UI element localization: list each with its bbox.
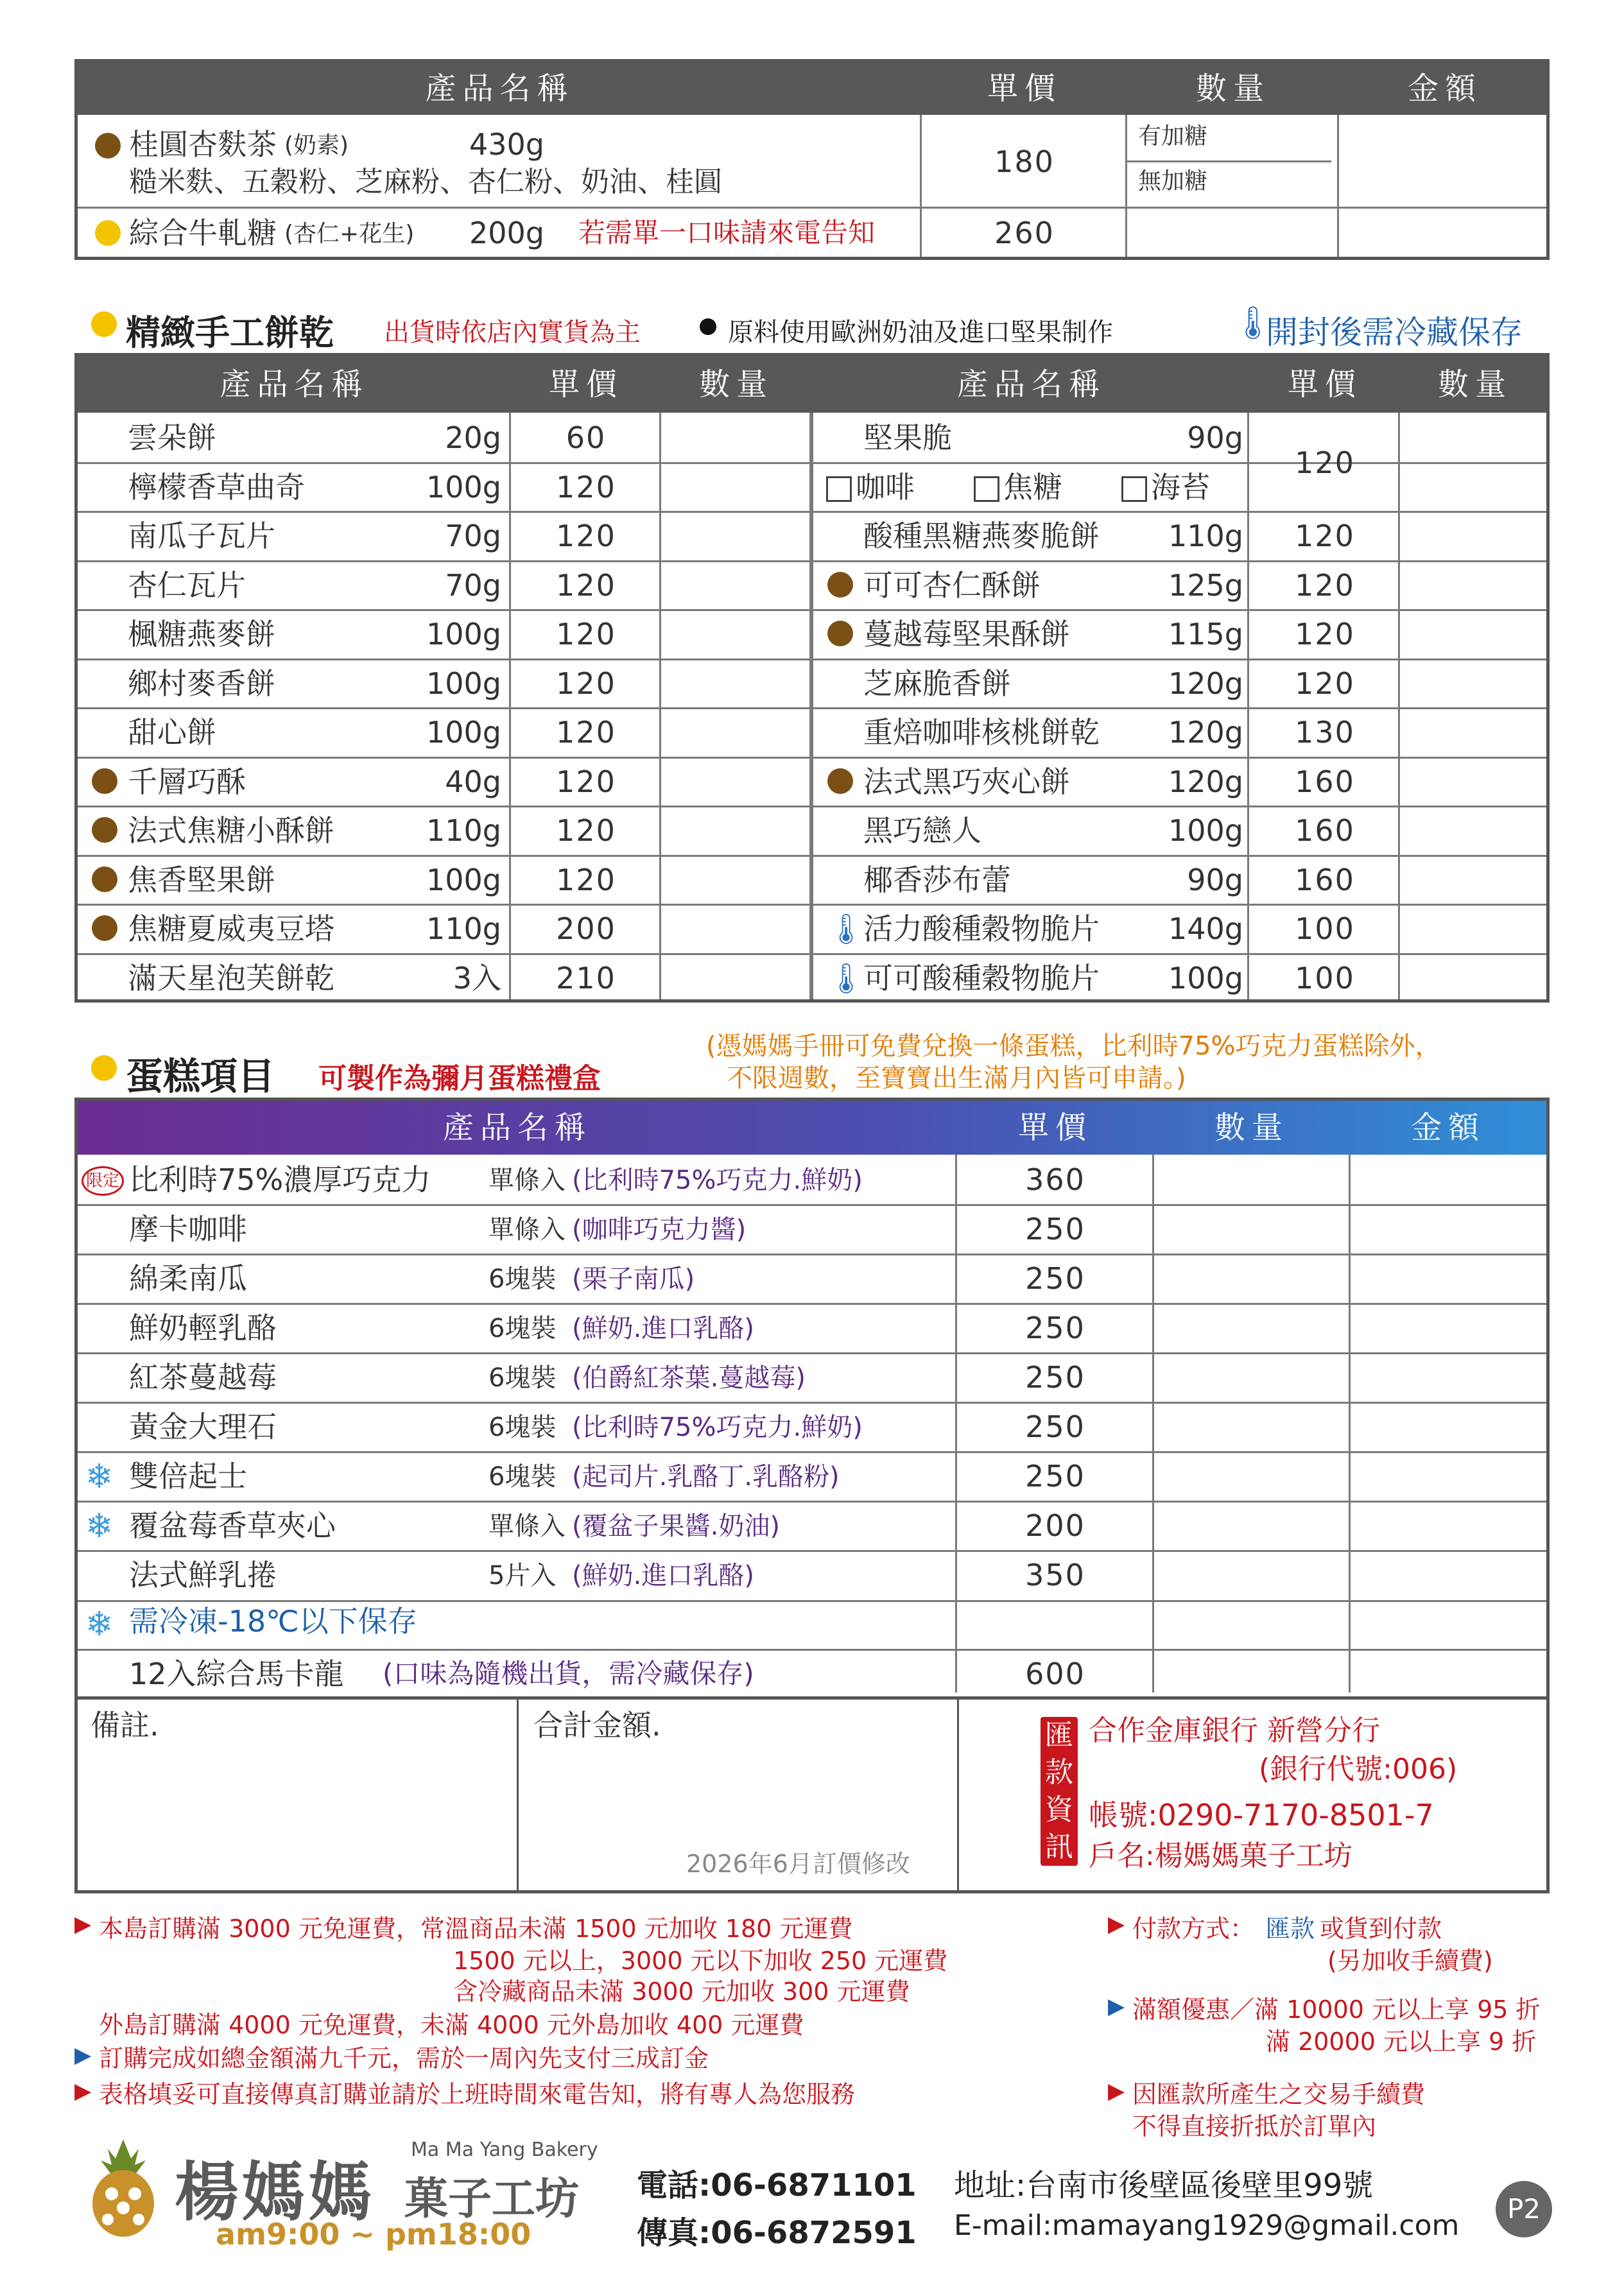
arrow-right-icon: ▶ — [1108, 1994, 1125, 2019]
header-product: 產品名稱 — [442, 1110, 592, 1146]
header-price: 單價 — [1017, 1110, 1093, 1146]
cookie-name: 楓糖燕麥餅 — [128, 617, 275, 651]
brown-dot-icon — [92, 866, 117, 892]
arrow-right-icon: ▶ — [74, 2042, 92, 2068]
table1-header — [78, 62, 1546, 115]
yellow-dot-icon — [91, 311, 117, 337]
product-remark: 若需單一口味請來電告知 — [578, 217, 876, 248]
cake-name: 比利時75%濃厚巧克力 — [129, 1162, 431, 1197]
cake-unit: 6塊裝 — [488, 1314, 557, 1343]
fridge-note: 開封後需冷藏保存 — [1266, 314, 1523, 351]
cookie-name: 鄉村麥香餅 — [128, 666, 275, 701]
cookie-weight: 100g — [426, 862, 501, 897]
cookie-weight: 40g — [445, 764, 501, 799]
cookie-name: 滿天星泡芙餅乾 — [128, 960, 334, 995]
header-product: 產品名稱 — [220, 366, 369, 402]
snowflake-icon: ❄ — [85, 1605, 114, 1644]
cookie-name: 焦香堅果餅 — [128, 862, 275, 897]
brand-english: Ma Ma Yang Bakery — [411, 2139, 598, 2161]
header-product-right: 產品名稱 — [956, 366, 1106, 402]
cake-unit: 6塊裝 — [488, 1264, 557, 1294]
cakes-promo-line1: (憑媽媽手冊可免費兌換一條蛋糕，比利時75%巧克力蛋糕除外， — [706, 1031, 1441, 1061]
cookie-name: 蔓越莓堅果酥餅 — [863, 617, 1070, 651]
brown-dot-icon — [827, 572, 853, 598]
option-sugar[interactable]: 有加糖 — [1138, 123, 1208, 150]
bank-holder: 戶名:楊媽媽菓子工坊 — [1089, 1839, 1352, 1872]
cookie-weight: 70g — [445, 567, 501, 603]
cookie-weight: 120g — [1168, 715, 1243, 750]
cakes-note: 可製作為彌月蛋糕禮盒 — [318, 1062, 601, 1095]
cookie-price: 120 — [556, 862, 616, 897]
fax-number: 傳真:06-6872591 — [637, 2215, 917, 2251]
cake-price: 250 — [1025, 1409, 1085, 1444]
product-price: 180 — [994, 144, 1055, 179]
bank-code: (銀行代號:006) — [1259, 1753, 1458, 1786]
product-note: (杏仁+花生) — [284, 221, 415, 247]
cake-price: 250 — [1025, 1261, 1085, 1296]
cookie-weight: 3入 — [453, 960, 501, 995]
cookie-name: 黑巧戀人 — [863, 813, 981, 848]
checkbox-icon[interactable] — [974, 476, 999, 502]
fee-line2: 不得直接折抵於訂單內 — [1132, 2112, 1377, 2141]
cake-price: 250 — [1025, 1311, 1085, 1345]
cookie-weight: 120g — [1168, 764, 1243, 799]
cake-price: 200 — [1025, 1508, 1085, 1543]
cake-name: 摩卡咖啡 — [129, 1212, 247, 1246]
cakes-table — [74, 1098, 1550, 1893]
thermometer-icon: 🌡 — [1232, 304, 1274, 341]
opening-hours: am9:00 ~ pm18:00 — [216, 2217, 531, 2252]
cookie-price: 130 — [1295, 715, 1355, 750]
cake-price: 250 — [1025, 1459, 1085, 1494]
macaron-name: 12入綜合馬卡龍 — [129, 1657, 344, 1691]
cookies-header — [78, 356, 1546, 413]
cake-unit: 6塊裝 — [488, 1462, 557, 1492]
cookie-name: 甜心餅 — [128, 715, 216, 750]
cake-price: 250 — [1025, 1360, 1085, 1395]
cookie-price: 120 — [556, 519, 616, 553]
frozen-label: 需冷凍-18℃以下保存 — [129, 1604, 417, 1639]
cookie-weight: 100g — [426, 469, 501, 504]
cookie-price: 120 — [556, 764, 616, 799]
cookie-name: 千層巧酥 — [128, 764, 246, 799]
header-qty-right: 數量 — [1437, 366, 1512, 402]
pay-fee: (另加收手續費) — [1327, 1947, 1493, 1975]
cookie-price: 100 — [1295, 911, 1355, 946]
total-label: 合計金額. — [533, 1708, 661, 1743]
pineapple-logo-icon — [85, 2136, 162, 2239]
cookie-weight: 90g — [1187, 420, 1243, 455]
cake-name: 覆盆莓香草夾心 — [129, 1508, 336, 1543]
header-price: 單價 — [987, 71, 1062, 107]
cakes-header — [78, 1101, 1546, 1155]
cake-detail: (起司片.乳酪丁.乳酪粉) — [572, 1462, 840, 1492]
bank-name: 合作金庫銀行 新營分行 — [1089, 1714, 1380, 1747]
cake-detail: (栗子南瓜) — [572, 1264, 695, 1294]
cake-unit: 單條入 — [488, 1512, 566, 1541]
cookie-price: 210 — [556, 960, 616, 995]
nut-option-1[interactable]: 焦糖 — [974, 472, 1062, 503]
cookie-name: 芝麻脆香餅 — [863, 666, 1011, 701]
cake-detail: (鮮奶.進口乳酪) — [572, 1561, 754, 1590]
cakes-promo-line2: 不限週數，至寶寶出生滿月內皆可申請。) — [727, 1064, 1186, 1093]
cake-detail: (伯爵紅茶葉.蔓越莓) — [572, 1363, 806, 1393]
cake-detail: (覆盆子果醬.奶油) — [572, 1512, 780, 1541]
shipping-line3: 含冷藏商品未滿 3000 元加收 300 元運費 — [453, 1977, 910, 2006]
discount-line2: 滿 20000 元以上享 9 折 — [1266, 2028, 1537, 2056]
header-qty: 數量 — [1214, 1110, 1289, 1146]
cake-price: 350 — [1025, 1558, 1085, 1592]
product-note: (奶素) — [284, 132, 349, 159]
brown-dot-icon — [827, 768, 853, 794]
cake-detail: (比利時75%巧克力.鮮奶) — [572, 1166, 863, 1195]
bank-info-tag: 匯 款 資 訊 — [1041, 1717, 1078, 1866]
brown-dot-icon — [92, 915, 117, 941]
yellow-dot-icon — [91, 1055, 117, 1081]
email: E-mail:mamayang1929@gmail.com — [954, 2209, 1460, 2242]
cookie-name: 雲朵餅 — [128, 420, 216, 455]
cookie-weight: 100g — [426, 715, 501, 750]
cake-unit: 5片入 — [488, 1561, 557, 1590]
cookie-price: 120 — [556, 813, 616, 848]
cake-detail: (鮮奶.進口乳酪) — [572, 1314, 754, 1343]
cookie-name: 焦糖夏威夷豆塔 — [128, 911, 334, 946]
cake-name: 紅茶蔓越莓 — [129, 1360, 277, 1395]
yellow-dot-icon — [95, 220, 121, 246]
header-product: 產品名稱 — [425, 71, 574, 107]
cookie-name: 堅果脆 — [863, 420, 952, 455]
cookies-note2: 原料使用歐洲奶油及進口堅果制作 — [728, 318, 1113, 347]
cookies-table — [74, 353, 1550, 1003]
fee-line1: 因匯款所產生之交易手續費 — [1132, 2080, 1426, 2108]
product-ingredients: 糙米麩、五穀粉、芝麻粉、杏仁粉、奶油、桂圓 — [129, 166, 722, 198]
cookie-weight: 90g — [1187, 862, 1243, 897]
cookie-weight: 70g — [445, 519, 501, 553]
cookie-name: 南瓜子瓦片 — [128, 519, 275, 553]
header-amount: 金額 — [1410, 1110, 1485, 1146]
cookie-price: 120 — [1295, 567, 1355, 603]
cookie-weight: 110g — [1168, 519, 1243, 553]
cookie-price: 200 — [556, 911, 616, 946]
cake-detail: (咖啡巧克力醬) — [572, 1215, 747, 1245]
black-dot-icon — [700, 318, 716, 335]
cakes-title: 蛋糕項目 — [126, 1055, 275, 1098]
cookie-name: 檸檬香草曲奇 — [128, 469, 305, 504]
limited-badge: 限定 — [82, 1166, 124, 1196]
remark-label: 備註. — [91, 1708, 159, 1743]
brand-name: 楊媽媽 — [175, 2155, 375, 2230]
cookie-price: 100 — [1295, 960, 1355, 995]
cookie-price: 120 — [556, 666, 616, 701]
brown-dot-icon — [95, 133, 121, 159]
product-price: 260 — [994, 216, 1055, 250]
cookie-name: 重焙咖啡核桃餅乾 — [863, 715, 1100, 750]
discount-line1: 滿額優惠／滿 10000 元以上享 95 折 — [1132, 1995, 1541, 2024]
arrow-right-icon: ▶ — [74, 1911, 92, 1937]
cookie-price: 120 — [556, 567, 616, 603]
cookie-price: 120 — [556, 715, 616, 750]
product-weight: 430g — [469, 127, 544, 162]
cookie-price: 120 — [556, 469, 616, 504]
deposit-note: 訂購完成如總金額滿九千元，需於一周內先支付三成訂金 — [99, 2044, 709, 2072]
cookie-weight: 100g — [1168, 813, 1243, 848]
cake-name: 鮮奶輕乳酪 — [129, 1311, 277, 1345]
pay-transfer: 匯款 — [1266, 1915, 1315, 1943]
cookie-name: 可可杏仁酥餅 — [863, 567, 1041, 603]
cookie-price: 120 — [1295, 666, 1355, 701]
cake-price: 360 — [1025, 1162, 1085, 1197]
pay-label: 付款方式： — [1132, 1915, 1255, 1943]
fax-note: 表格填妥可直接傳真訂購並請於上班時間來電告知，將有專人為您服務 — [99, 2080, 856, 2108]
cookie-weight: 110g — [426, 813, 501, 848]
cookie-weight: 20g — [445, 420, 501, 455]
shipping-line1: 本島訂購滿 3000 元免運費，常溫商品未滿 1500 元加收 180 元運費 — [99, 1915, 853, 1943]
header-qty: 數量 — [698, 366, 773, 402]
snowflake-icon: ❄ — [85, 1507, 114, 1546]
cookies-note: 出貨時依店內實貨為主 — [384, 318, 641, 347]
cake-unit: 6塊裝 — [488, 1363, 557, 1393]
header-qty: 數量 — [1195, 71, 1270, 107]
checkbox-icon[interactable] — [1121, 476, 1147, 502]
cake-name: 黃金大理石 — [129, 1409, 277, 1444]
header-amount: 金額 — [1407, 71, 1482, 107]
cookie-name: 椰香莎布蕾 — [863, 862, 1011, 897]
cookie-name: 活力酸種穀物脆片 — [863, 911, 1100, 946]
shipping-line4: 外島訂購滿 4000 元免運費，未滿 4000 元外島加收 400 元運費 — [99, 2011, 804, 2039]
cookie-name: 杏仁瓦片 — [128, 567, 246, 603]
page-number-badge: P2 — [1496, 2181, 1552, 2237]
total-amount-field[interactable] — [527, 1749, 944, 1826]
product-weight: 200g — [469, 216, 544, 250]
bank-account: 帳號:0290-7170-8501-7 — [1089, 1798, 1434, 1832]
arrow-right-icon: ▶ — [1108, 1911, 1125, 1937]
cake-name: 綿柔南瓜 — [129, 1261, 247, 1296]
cookie-weight: 125g — [1168, 567, 1243, 603]
cookie-price: 160 — [1295, 862, 1355, 897]
remark-field[interactable] — [84, 1749, 508, 1884]
cake-name: 法式鮮乳捲 — [129, 1558, 277, 1592]
cake-unit: 單條入 — [488, 1166, 566, 1195]
cookie-price: 120 — [1295, 519, 1355, 553]
cookie-weight: 120g — [1168, 666, 1243, 701]
brand-subtitle: 菓子工坊 — [404, 2174, 580, 2225]
cookie-name: 酸種黑糖燕麥脆餅 — [863, 519, 1100, 553]
cookie-name: 可可酸種穀物脆片 — [863, 960, 1100, 995]
cookie-name: 法式黑巧夾心餅 — [863, 764, 1070, 799]
cake-unit: 6塊裝 — [488, 1413, 557, 1442]
cookie-price: 160 — [1295, 764, 1355, 799]
revision-note: 2026年6月訂價修改 — [686, 1850, 910, 1878]
cookie-weight: 115g — [1168, 617, 1243, 651]
cookie-weight: 110g — [426, 911, 501, 946]
cookie-weight: 100g — [426, 617, 501, 651]
cake-unit: 單條入 — [488, 1215, 566, 1245]
brown-dot-icon — [92, 817, 117, 843]
address: 地址:台南市後壁區後壁里99號 — [954, 2167, 1374, 2203]
cookie-weight: 100g — [1168, 960, 1243, 995]
cake-detail: (比利時75%巧克力.鮮奶) — [572, 1413, 863, 1442]
macaron-price: 600 — [1025, 1657, 1085, 1691]
cookies-title: 精緻手工餅乾 — [126, 313, 334, 353]
snowflake-icon: ❄ — [85, 1458, 114, 1496]
cookie-weight: 100g — [426, 666, 501, 701]
arrow-right-icon: ▶ — [74, 2078, 92, 2104]
product-name: 桂圓杏麩茶 — [129, 127, 277, 162]
checkbox-icon[interactable] — [826, 476, 852, 502]
thermometer-icon: 🌡 — [827, 911, 865, 946]
brown-dot-icon — [827, 621, 853, 646]
pay-or: 或貨到付款 — [1320, 1915, 1442, 1943]
cookie-price: 160 — [1295, 813, 1355, 848]
cake-price: 250 — [1025, 1212, 1085, 1246]
nut-option-2[interactable]: 海苔 — [1121, 472, 1210, 503]
cookie-name: 法式焦糖小酥餅 — [128, 813, 334, 848]
drink-candy-table — [74, 59, 1550, 260]
cookie-price: 120 — [1295, 445, 1355, 480]
cookie-price: 60 — [566, 420, 607, 455]
header-price-right: 單價 — [1287, 366, 1362, 402]
cake-name: 雙倍起士 — [129, 1459, 247, 1494]
product-name: 綜合牛軋糖 — [129, 216, 277, 250]
cookie-price: 120 — [1295, 617, 1355, 651]
macaron-detail: (口味為隨機出貨，需冷藏保存) — [383, 1658, 754, 1689]
arrow-right-icon: ▶ — [1108, 2078, 1125, 2104]
header-price: 單價 — [548, 366, 623, 402]
brown-dot-icon — [92, 768, 117, 794]
thermometer-icon: 🌡 — [827, 960, 865, 995]
option-no-sugar[interactable]: 無加糖 — [1138, 168, 1208, 194]
nut-option-0[interactable]: 咖啡 — [826, 472, 915, 503]
cookie-price: 120 — [556, 617, 616, 651]
shipping-line2: 1500 元以上，3000 元以下加收 250 元運費 — [453, 1947, 948, 1975]
phone: 電話:06-6871101 — [637, 2167, 917, 2203]
cookie-weight: 140g — [1168, 911, 1243, 946]
